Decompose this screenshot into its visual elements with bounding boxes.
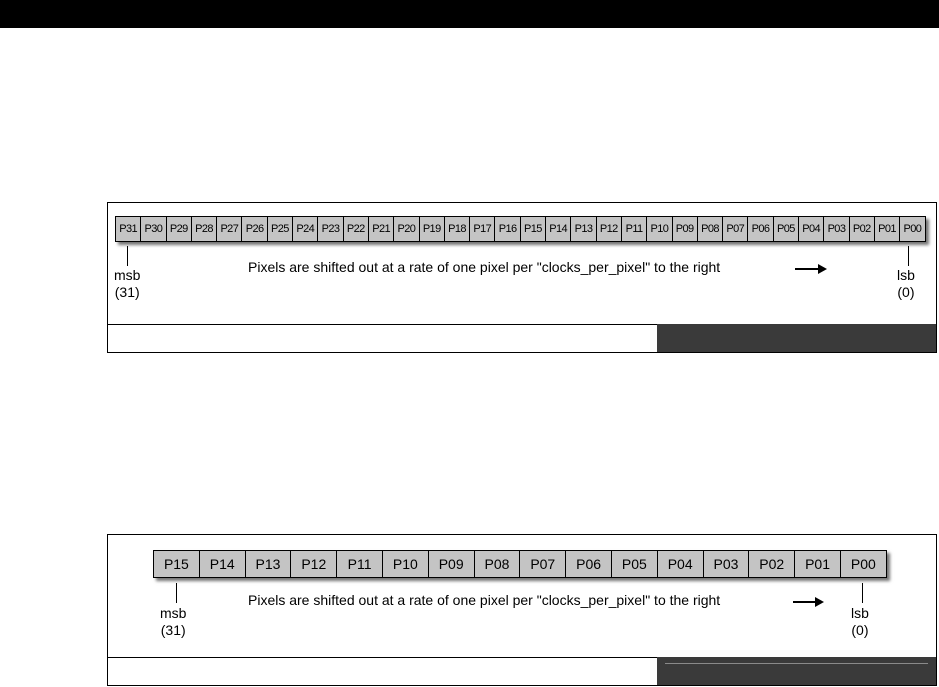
- pixel-cell: P21: [368, 216, 394, 242]
- pixel-cell: P24: [292, 216, 318, 242]
- top-header-bar: [0, 0, 939, 28]
- pixel-cell: P27: [216, 216, 242, 242]
- figure-footer-right: [657, 324, 936, 352]
- lsb-index: (0): [851, 622, 869, 638]
- pixel-cell: P00: [840, 550, 887, 578]
- right-arrow-icon: [793, 601, 817, 603]
- shift-register-diagram-16: [107, 534, 937, 686]
- pixel-cell: P05: [773, 216, 799, 242]
- pixel-cell: P08: [697, 216, 723, 242]
- pixel-cell: P06: [565, 550, 612, 578]
- pixel-cell: P16: [494, 216, 520, 242]
- lsb-label: [851, 605, 869, 639]
- pixel-cell: P20: [393, 216, 419, 242]
- msb-marker: [176, 583, 177, 603]
- pixel-cell: P17: [469, 216, 495, 242]
- pixel-cell: P19: [419, 216, 445, 242]
- lsb-marker: [862, 583, 863, 603]
- msb-index: (31): [160, 622, 186, 638]
- msb-index: (31): [114, 284, 140, 300]
- msb-marker: [127, 246, 128, 266]
- pixel-cell: P15: [520, 216, 546, 242]
- pixel-register-row: [153, 550, 887, 578]
- lsb-text: lsb: [851, 605, 869, 621]
- pixel-cell: P06: [747, 216, 773, 242]
- pixel-cell: P25: [267, 216, 293, 242]
- figure-footer-right: [657, 657, 936, 685]
- pixel-cell: P15: [153, 550, 200, 578]
- pixel-cell: P05: [611, 550, 658, 578]
- pixel-cell: P09: [672, 216, 698, 242]
- right-arrow-icon: [795, 268, 820, 270]
- pixel-cell: P10: [382, 550, 429, 578]
- pixel-register-row: [115, 216, 926, 242]
- pixel-cell: P23: [317, 216, 343, 242]
- msb-label: [114, 267, 140, 301]
- pixel-cell: P12: [596, 216, 622, 242]
- pixel-cell: P13: [245, 550, 292, 578]
- pixel-cell: P26: [241, 216, 267, 242]
- lsb-index: (0): [897, 284, 915, 300]
- msb-text: msb: [114, 267, 141, 283]
- pixel-cell: P11: [336, 550, 383, 578]
- pixel-cell: P07: [519, 550, 566, 578]
- pixel-cell: P12: [290, 550, 337, 578]
- pixel-cell: P31: [115, 216, 141, 242]
- pixel-cell: P07: [722, 216, 748, 242]
- pixel-cell: P18: [444, 216, 470, 242]
- pixel-cell: P04: [657, 550, 704, 578]
- lsb-marker: [908, 246, 909, 266]
- pixel-cell: P02: [849, 216, 875, 242]
- pixel-cell: P02: [748, 550, 795, 578]
- pixel-cell: P30: [140, 216, 166, 242]
- pixel-cell: P01: [794, 550, 841, 578]
- pixel-cell: P01: [874, 216, 900, 242]
- pixel-cell: P22: [343, 216, 369, 242]
- figure-footer-left: [108, 324, 657, 352]
- msb-label: [160, 605, 186, 639]
- pixel-cell: P14: [545, 216, 571, 242]
- pixel-cell: P13: [570, 216, 596, 242]
- footer-divider: [665, 663, 928, 664]
- lsb-label: [897, 267, 915, 301]
- pixel-cell: P10: [646, 216, 672, 242]
- shift-caption: Pixels are shifted out at a rate of one pixel per "clocks_per_pixel" to the right: [248, 259, 721, 275]
- shift-register-diagram-32: [107, 202, 937, 353]
- pixel-cell: P03: [823, 216, 849, 242]
- shift-caption: Pixels are shifted out at a rate of one pixel per "clocks_per_pixel" to the right: [248, 592, 721, 608]
- pixel-cell: P08: [474, 550, 521, 578]
- msb-text: msb: [160, 605, 187, 621]
- pixel-cell: P11: [621, 216, 647, 242]
- pixel-cell: P04: [798, 216, 824, 242]
- figure-footer-left: [108, 657, 657, 685]
- pixel-cell: P09: [428, 550, 475, 578]
- pixel-cell: P28: [191, 216, 217, 242]
- pixel-cell: P14: [199, 550, 246, 578]
- pixel-cell: P29: [166, 216, 192, 242]
- pixel-cell: P03: [703, 550, 750, 578]
- lsb-text: lsb: [897, 267, 915, 283]
- pixel-cell: P00: [899, 216, 925, 242]
